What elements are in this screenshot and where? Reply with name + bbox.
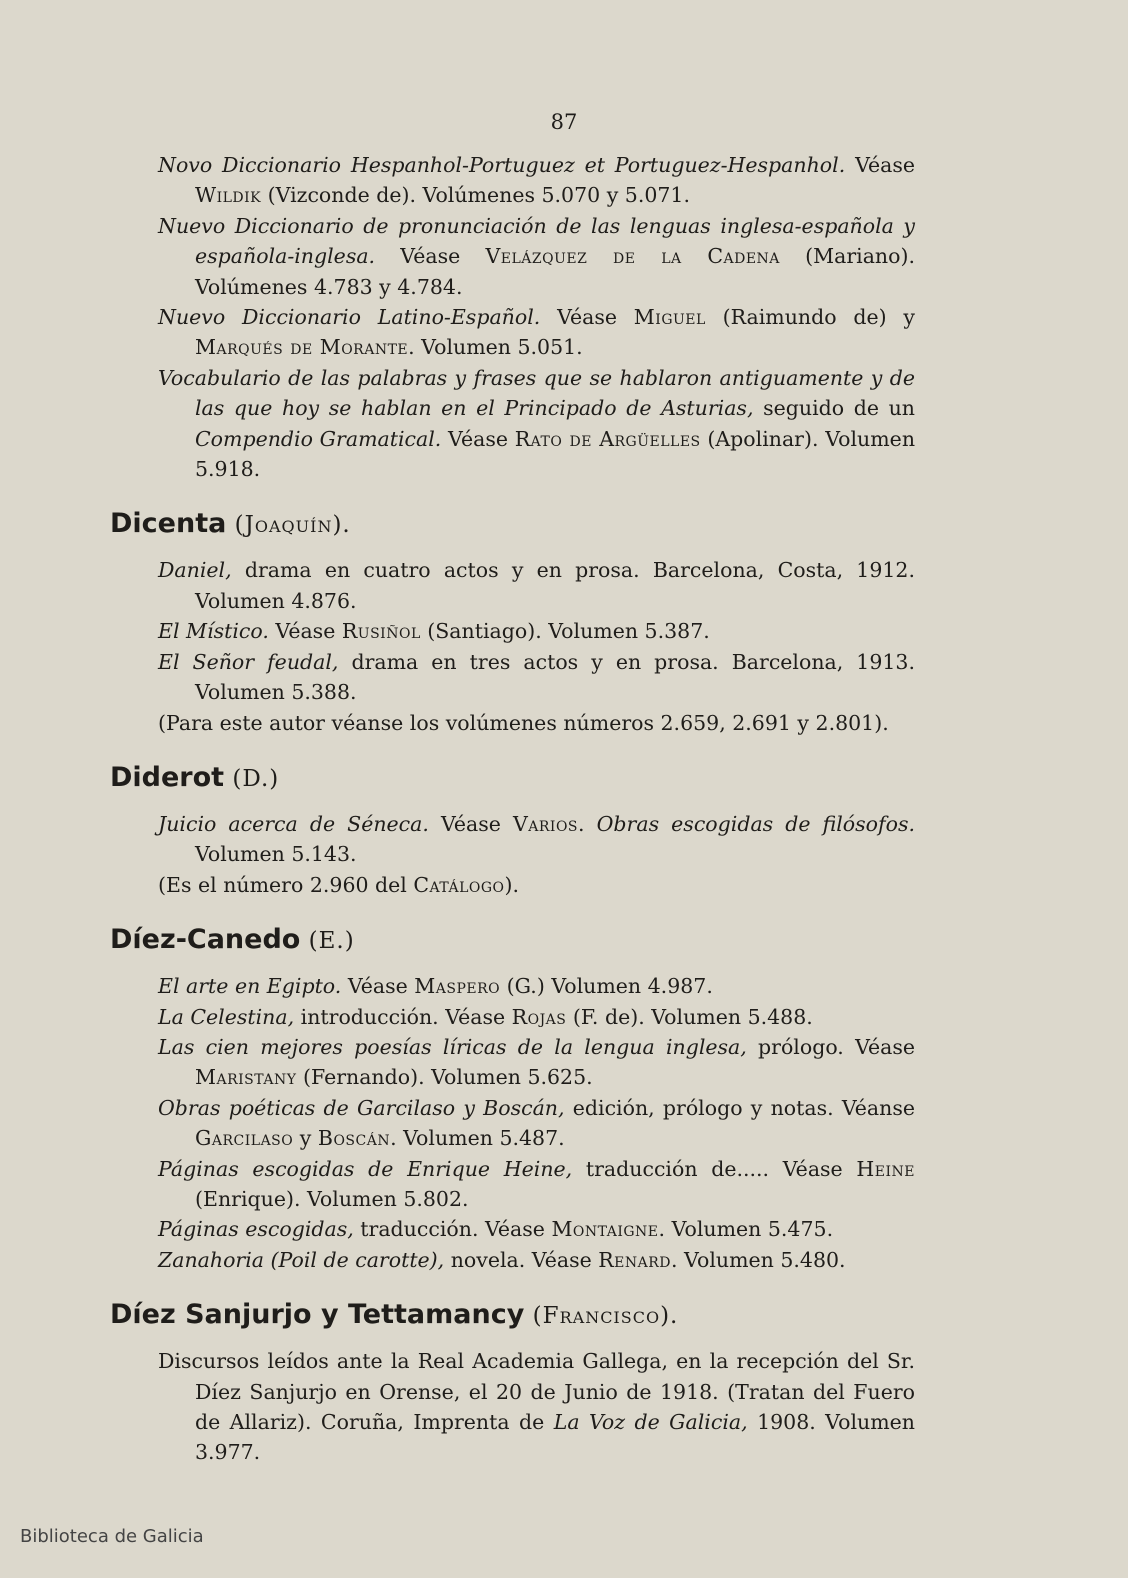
author-heading-diderot: Diderot (D.) — [110, 761, 280, 793]
entry-cien-mejores-poesias: Las cien mejores poesías líricas de la lengua inglesa, prólogo. Véase Maristany (Fernando). Volumen 5.625. — [158, 1034, 915, 1090]
entry-paginas-escogidas: Páginas escogidas, traducción. Véase Montaigne. Volumen 5.475. — [158, 1217, 834, 1242]
page-number: 87 — [550, 110, 578, 134]
entry-zanahoria: Zanahoria (Poil de carotte), novela. Véase Renard. Volumen 5.480. — [158, 1247, 846, 1272]
entry-note-dicenta: (Para este autor véanse los volúmenes números 2.659, 2.691 y 2.801). — [158, 710, 889, 735]
entry-paginas-heine: Páginas escogidas de Enrique Heine, traducción de..... Véase Heine (Enrique). Volumen 5.802. — [158, 1156, 915, 1211]
entry-vocabulario: Vocabulario de las palabras y frases que se hablaron antiguamente y de las que hoy se hablan en el Principado de Asturias, seguido de un Compendio Gramatical. Véase Rato de Argüelles (Apolinar). Volumen 5.918. — [158, 365, 916, 482]
author-heading-diez-canedo: Díez-Canedo (E.) — [110, 924, 355, 956]
catalog-column — [110, 150, 915, 1468]
entry-arte-egipto: El arte en Egipto. Véase Maspero (G.) Volumen 4.987. — [158, 974, 713, 999]
entry-daniel: Daniel, drama en cuatro actos y en prosa. Barcelona, Costa, 1912. Volumen 4.876. — [158, 558, 915, 613]
entry-discursos: Discursos leídos ante la Real Academia Gallega, en la recepción del Sr. Díez Sanjurjo en Orense, el 20 de Junio de 1918. (Tratan del Fuero de Allariz). Coruña, Imprenta de La Voz de Galicia, 1908. Volumen 3.977. — [158, 1349, 915, 1465]
entry-nuevo-diccionario-latino: Nuevo Diccionario Latino-Español. Véase Miguel (Raimundo de) y Marqués de Morante. Volumen 5.051. — [158, 305, 915, 360]
entry-obras-poeticas: Obras poéticas de Garcilaso y Boscán, edición, prólogo y notas. Véanse Garcilaso y Boscán. Volumen 5.487. — [158, 1095, 915, 1151]
library-watermark: Biblioteca de Galicia — [20, 1526, 204, 1547]
entry-note-diderot: (Es el número 2.960 del Catálogo). — [158, 872, 520, 897]
author-heading-dicenta: Dicenta (Joaquín). — [110, 508, 351, 540]
entry-novo-diccionario: Novo Diccionario Hespanhol-Portuguez et Portuguez-Hespanhol. Véase Wildik (Vizconde de). Volúmenes 5.070 y 5.071. — [158, 153, 915, 208]
entry-nuevo-diccionario-pronunciacion: Nuevo Diccionario de pronunciación de las lenguas inglesa-española y española-inglesa. Véase Velázquez de la Cadena (Mariano). Volúmenes 4.783 y 4.784. — [158, 213, 915, 299]
entry-el-senor-feudal: El Señor feudal, drama en tres actos y en prosa. Barcelona, 1913. Volumen 5.388. — [158, 649, 915, 705]
entry-juicio-seneca: Juicio acerca de Séneca. Véase Varios. Obras escogidas de filósofos. Volumen 5.143. — [158, 811, 915, 867]
entry-la-celestina: La Celestina, introducción. Véase Rojas (F. de). Volumen 5.488. — [158, 1004, 813, 1029]
author-heading-diez-sanjurjo: Díez Sanjurjo y Tettamancy (Francisco). — [110, 1299, 679, 1331]
entry-el-mistico: El Místico. Véase Rusiñol (Santiago). Volumen 5.387. — [158, 619, 710, 644]
